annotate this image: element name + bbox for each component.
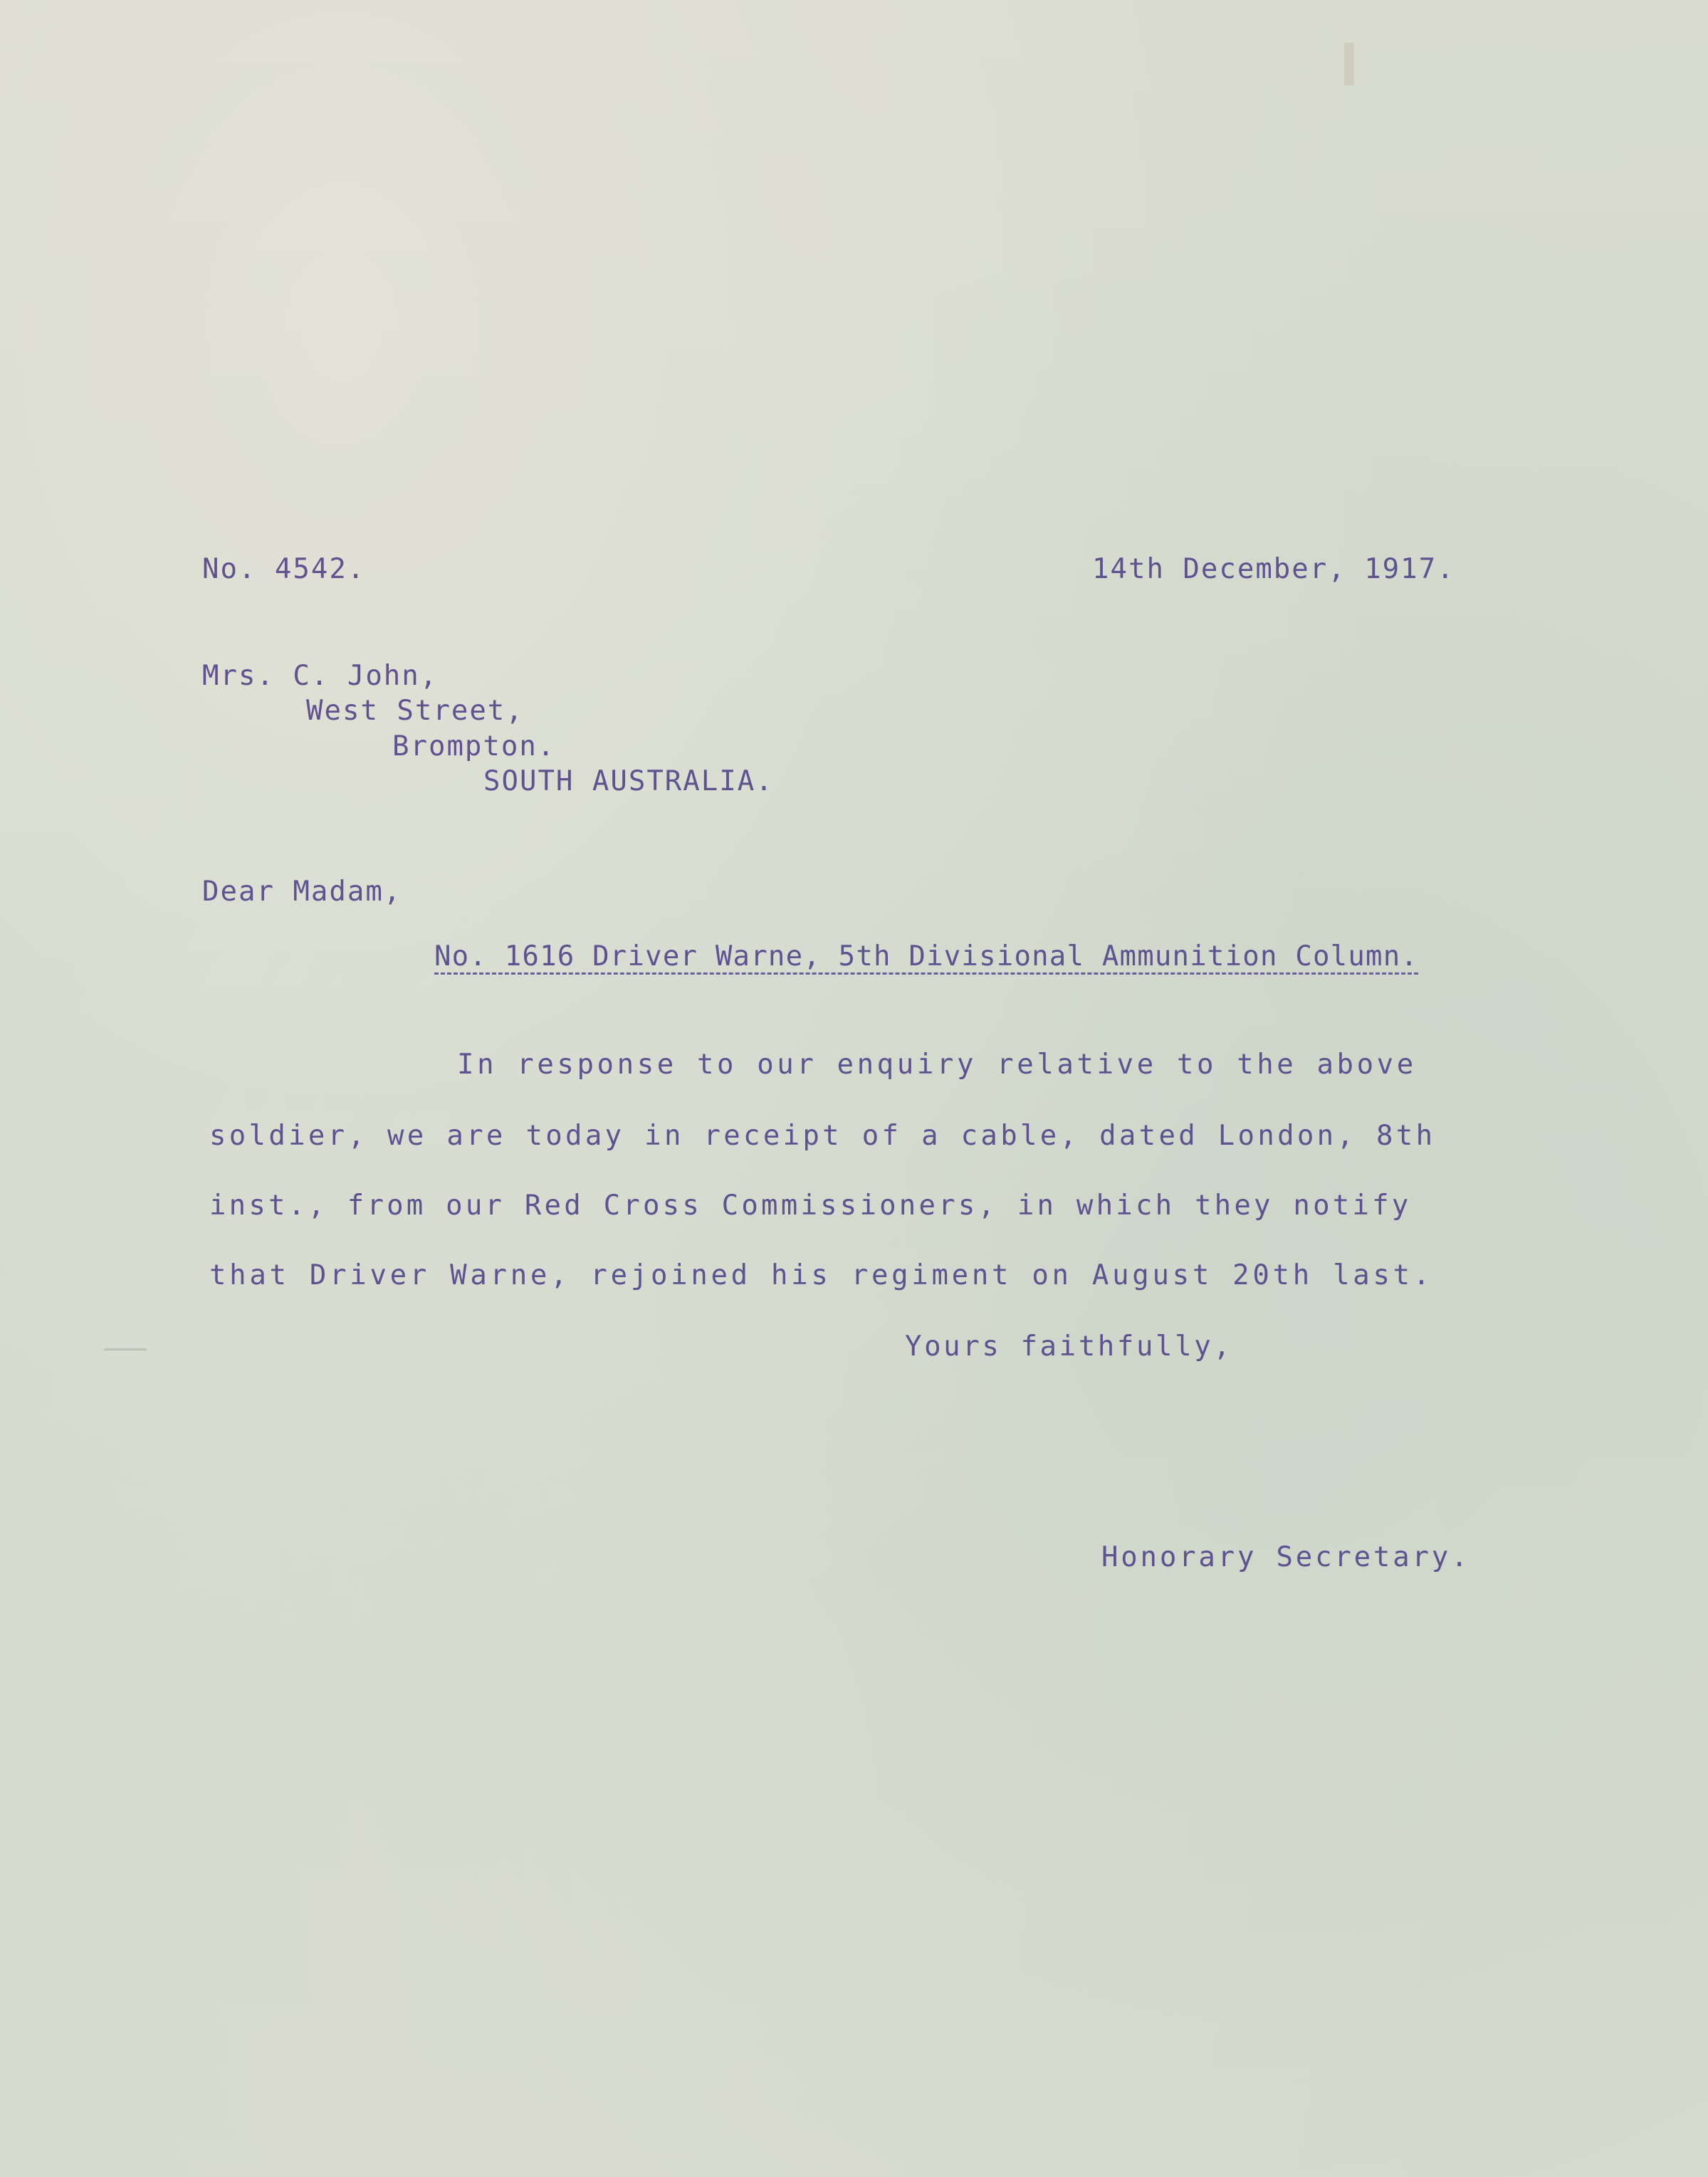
- subject-line: No. 1616 Driver Warne, 5th Divisional Ammunition Column.: [434, 943, 1418, 975]
- body-line: that Driver Warne, rejoined his regiment on August 20th last.: [209, 1259, 1433, 1291]
- body-line: soldier, we are today in receipt of a cable, dated London, 8th: [209, 1120, 1436, 1152]
- address-suburb: Brompton.: [392, 730, 556, 762]
- paper-mark: [104, 1348, 147, 1350]
- address-street: West Street,: [306, 695, 524, 727]
- address-state: SOUTH AUSTRALIA.: [483, 765, 774, 797]
- letter-date: 14th December, 1917.: [1092, 553, 1455, 585]
- paper-mark: [1344, 43, 1354, 85]
- body-line: In response to our enquiry relative to the above: [457, 1049, 1417, 1081]
- salutation: Dear Madam,: [202, 876, 402, 908]
- body-line: inst., from our Red Cross Commissioners, in which they notify: [209, 1190, 1412, 1222]
- address-recipient: Mrs. C. John,: [202, 660, 439, 692]
- signature-title: Honorary Secretary.: [1101, 1541, 1471, 1573]
- reference-number: No. 4542.: [202, 553, 366, 585]
- closing: Yours faithfully,: [905, 1331, 1233, 1363]
